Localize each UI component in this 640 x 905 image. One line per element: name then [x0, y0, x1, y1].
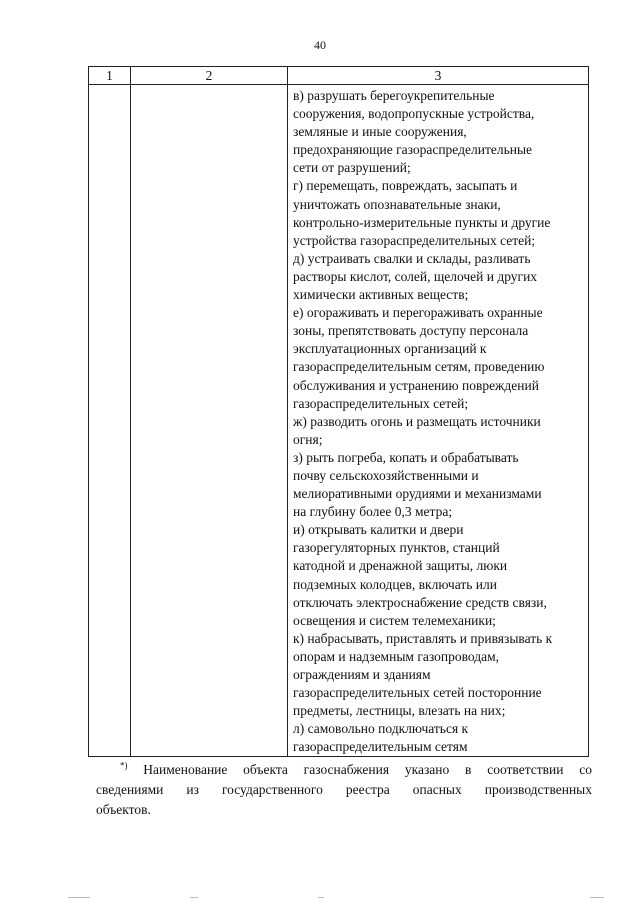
- list-item: в) разрушать берегоукрепительные: [293, 88, 495, 103]
- list-item: ограждениям и зданиям: [293, 667, 431, 682]
- list-item: подземных колодцев, включать или: [293, 576, 497, 592]
- list-item: химически активных веществ;: [293, 287, 469, 303]
- footnote: [96, 760, 592, 820]
- scan-mark: [190, 897, 198, 898]
- list-item: газорегуляторных пунктов, станций: [293, 540, 500, 556]
- footnote-line: объектов.: [96, 802, 151, 817]
- restrictions-table: [88, 66, 589, 757]
- footnote-line: сведениями из государственного реестра опасных производственных: [96, 782, 592, 797]
- scan-mark: [590, 897, 604, 898]
- list-item: сооружения, водопропускные устройства,: [293, 106, 535, 122]
- list-item: предохраняющие газораспределительные: [293, 142, 533, 158]
- column-header-1: 1: [89, 67, 131, 85]
- list-item: отключать электроснабжение средств связи,: [293, 594, 547, 610]
- list-item: ж) разводить огонь и размещать источники: [293, 413, 541, 429]
- column-header-2: 2: [131, 67, 288, 85]
- cell-column-1: [89, 85, 131, 757]
- list-item: устройства газораспределительных сетей;: [293, 232, 536, 248]
- list-item: г) перемещать, повреждать, засыпать и: [293, 178, 518, 194]
- list-item: предметы, лестницы, влезать на них;: [293, 703, 506, 719]
- list-item: газораспределительных сетей;: [293, 395, 469, 411]
- list-item: катодной и дренажной защиты, люки: [293, 558, 508, 574]
- list-item: эксплуатационных организаций к: [293, 341, 487, 357]
- scan-mark: [68, 897, 90, 898]
- footnote-marker: *): [120, 760, 128, 771]
- scan-edge-marks: [0, 893, 640, 903]
- list-item: освещения и систем телемеханики;: [293, 612, 496, 628]
- list-item: растворы кислот, солей, щелочей и других: [293, 268, 538, 284]
- list-item: уничтожать опознавательные знаки,: [293, 196, 501, 212]
- list-item: мелиоративными орудиями и механизмами: [293, 486, 542, 502]
- footnote-text: Наименование объекта газоснабжения указано в соответствии со: [143, 762, 593, 777]
- page-number: 40: [314, 38, 326, 52]
- scan-mark: [318, 897, 324, 898]
- list-item: на глубину более 0,3 метра;: [293, 504, 453, 520]
- list-item: к) набрасывать, приставлять и привязывать к: [293, 630, 553, 646]
- cell-column-3: [288, 85, 589, 757]
- list-item: почву сельскохозяйственными и: [293, 467, 479, 483]
- column-header-3: 3: [288, 67, 589, 85]
- list-item: з) рыть погреба, копать и обрабатывать: [293, 449, 519, 465]
- list-item: газораспределительным сетям: [293, 739, 468, 755]
- list-item: е) огораживать и перегораживать охранные: [293, 305, 543, 321]
- list-item: огня;: [293, 431, 323, 447]
- list-item: газораспределительным сетям, проведению: [293, 359, 545, 375]
- list-item: опорам и надземным газопроводам,: [293, 648, 499, 664]
- table-row: [89, 85, 589, 757]
- list-item: зоны, препятствовать доступу персонала: [293, 323, 529, 339]
- list-item: сети от разрушений;: [293, 160, 411, 176]
- list-item: д) устраивать свалки и склады, разливать: [293, 250, 531, 266]
- list-item: л) самовольно подключаться к: [293, 721, 469, 737]
- table-header-row: [89, 67, 589, 85]
- list-item: обслуживания и устранению повреждений: [293, 377, 539, 393]
- list-item: контрольно-измерительные пункты и другие: [293, 214, 551, 230]
- footnote-line: [96, 760, 592, 780]
- list-item: газораспределительных сетей посторонние: [293, 685, 542, 701]
- list-item: и) открывать калитки и двери: [293, 522, 464, 538]
- list-item: земляные и иные сооружения,: [293, 124, 467, 140]
- cell-column-2: [131, 85, 288, 757]
